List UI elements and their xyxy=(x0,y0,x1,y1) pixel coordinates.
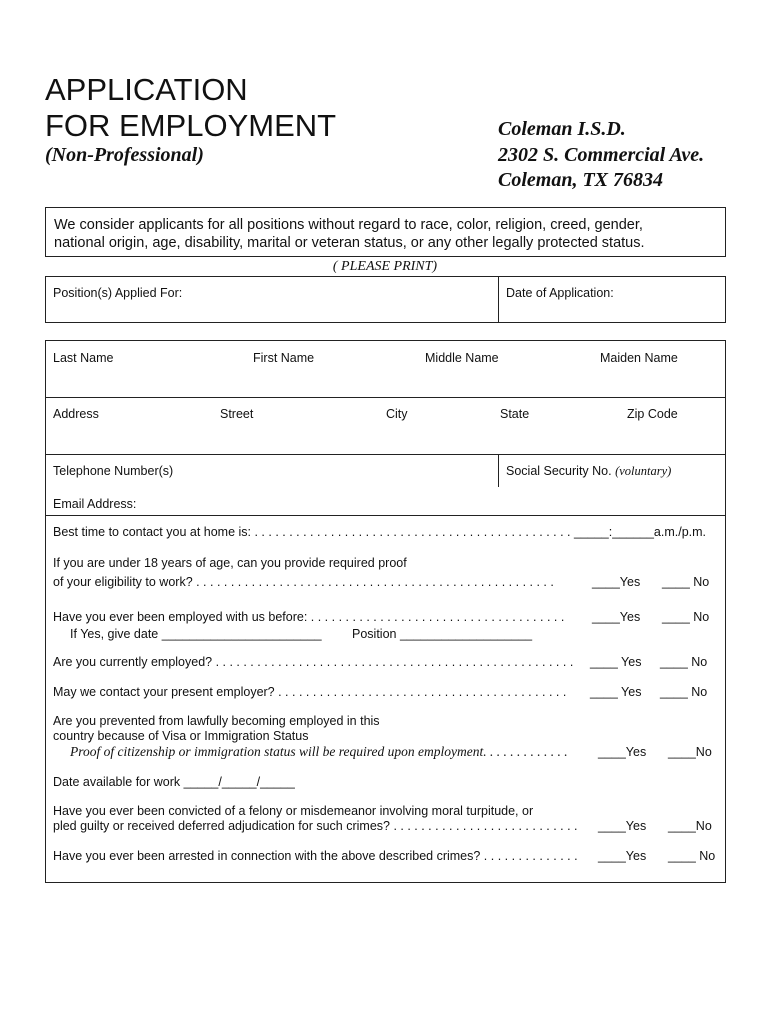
employed-before-position[interactable]: Position ___________________ xyxy=(352,627,533,641)
employed-before-yes[interactable]: ____Yes xyxy=(592,610,641,624)
felony-yes[interactable]: ____Yes xyxy=(598,819,647,833)
position-applied-field[interactable] xyxy=(46,300,496,322)
prevented-question-line-2: country because of Visa or Immigration Status xyxy=(53,729,309,743)
prevented-no[interactable]: ____No xyxy=(668,745,712,759)
org-city: Coleman, TX 76834 xyxy=(498,169,664,191)
employed-before-question: Have you ever been employed with us before: . . . . . . . . . . . . . . . . . . . . . . . . . . . . . . . . . . . . . xyxy=(53,610,565,624)
arrested-question: Have you ever been arrested in connection with the above described crimes? . . . . . . . . . . . . . . xyxy=(53,849,578,863)
disclaimer-line-1: We consider applicants for all positions without regard to race, color, religion, creed, gender, xyxy=(54,217,643,233)
address-row-divider xyxy=(45,454,726,455)
contact-employer-yes[interactable]: ____ Yes xyxy=(590,685,642,699)
maiden-name-label: Maiden Name xyxy=(600,351,678,365)
first-name-label: First Name xyxy=(253,351,315,365)
disclaimer-text xyxy=(54,216,714,252)
arrested-no[interactable]: ____ No xyxy=(668,849,716,863)
name-fields[interactable] xyxy=(46,368,725,396)
address-fields[interactable] xyxy=(46,425,725,453)
felony-question-line-1: Have you ever been convicted of a felony or misdemeanor involving moral turpitude, or xyxy=(53,804,534,818)
date-of-application-label: Date of Application: xyxy=(506,286,614,300)
please-print: ( PLEASE PRINT) xyxy=(332,259,438,274)
under18-question-line-2: of your eligibility to work? . . . . . . . . . . . . . . . . . . . . . . . . . . . . . . . . . . . . . . . . . . . . . . . . . . . . xyxy=(53,575,554,589)
date-available[interactable]: Date available for work _____/_____/_____ xyxy=(53,775,295,789)
phone-ssn-divider xyxy=(498,454,499,487)
address-label: Address xyxy=(53,407,99,421)
ssn-label-text: Social Security No. xyxy=(506,464,612,478)
telephone-label: Telephone Number(s) xyxy=(53,464,174,478)
zip-code-label: Zip Code xyxy=(627,407,678,421)
best-time-question: Best time to contact you at home is: . . . . . . . . . . . . . . . . . . . . . . . . . . . . . . . . . . . . . . . . . . . . . . _____:______a.m./p.m. xyxy=(53,525,707,539)
felony-no[interactable]: ____No xyxy=(668,819,712,833)
ssn-voluntary-note: (voluntary) xyxy=(615,464,672,478)
prevented-question-line-3: Proof of citizenship or immigration status will be required upon employment. . . . . . . . . . . . . xyxy=(70,744,568,759)
street-label: Street xyxy=(220,407,254,421)
under18-no[interactable]: ____ No xyxy=(662,575,710,589)
name-row-divider xyxy=(45,397,726,398)
subtitle: (Non-Professional) xyxy=(45,144,204,166)
title-line-2: FOR EMPLOYMENT xyxy=(45,108,337,143)
contact-employer-question: May we contact your present employer? . . . . . . . . . . . . . . . . . . . . . . . . . . . . . . . . . . . . . . . . . . xyxy=(53,685,567,699)
state-label: State xyxy=(500,407,530,421)
prevented-question-line-1: Are you prevented from lawfully becoming employed in this xyxy=(53,714,380,728)
currently-employed-yes[interactable]: ____ Yes xyxy=(590,655,642,669)
last-name-label: Last Name xyxy=(53,351,114,365)
org-name: Coleman I.S.D. xyxy=(498,118,626,140)
currently-employed-question: Are you currently employed? . . . . . . . . . . . . . . . . . . . . . . . . . . . . . . . . . . . . . . . . . . . . . . . . . . . . xyxy=(53,655,574,669)
city-label: City xyxy=(386,407,408,421)
currently-employed-no[interactable]: ____ No xyxy=(660,655,708,669)
contact-employer-no[interactable]: ____ No xyxy=(660,685,708,699)
disclaimer-line-2: national origin, age, disability, marital or veteran status, or any other legally protected status. xyxy=(54,235,645,251)
position-divider xyxy=(498,276,499,323)
employed-before-date[interactable]: If Yes, give date _______________________ xyxy=(70,627,322,641)
org-street: 2302 S. Commercial Ave. xyxy=(498,144,705,166)
title-line-1: APPLICATION xyxy=(45,72,248,107)
prevented-yes[interactable]: ____Yes xyxy=(598,745,647,759)
position-applied-label: Position(s) Applied For: xyxy=(53,286,183,300)
under18-question-line-1: If you are under 18 years of age, can you provide required proof xyxy=(53,556,407,570)
email-row-divider xyxy=(45,515,726,516)
under18-yes[interactable]: ____Yes xyxy=(592,575,641,589)
felony-question-line-2: pled guilty or received deferred adjudication for such crimes? . . . . . . . . . . . . . . . . . . . . . . . . . . . xyxy=(53,819,578,833)
ssn-label xyxy=(506,464,671,479)
email-label: Email Address: xyxy=(53,497,137,511)
arrested-yes[interactable]: ____Yes xyxy=(598,849,647,863)
date-of-application-field[interactable] xyxy=(500,300,725,322)
employed-before-no[interactable]: ____ No xyxy=(662,610,710,624)
email-field[interactable] xyxy=(145,493,725,513)
middle-name-label: Middle Name xyxy=(425,351,499,365)
